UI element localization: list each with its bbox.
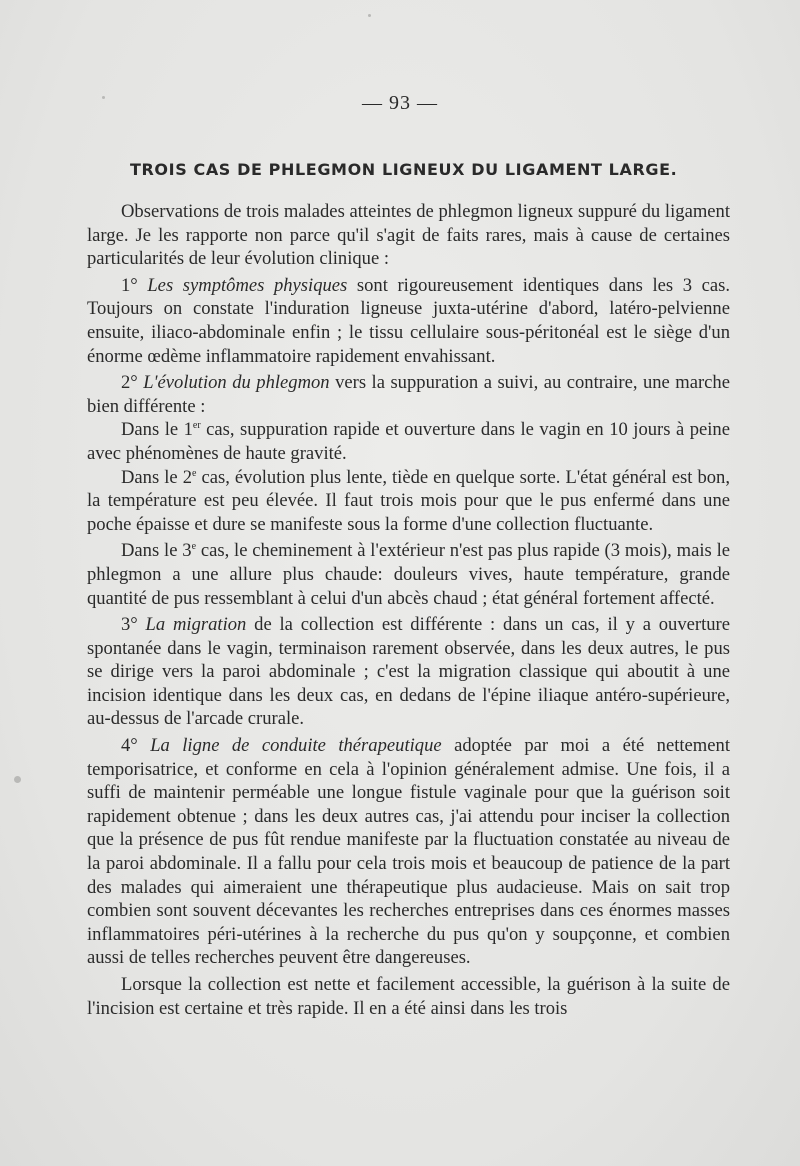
paragraph-text: de la collection est différente : dans un cas, il y a ouverture spontanée dans le vagin, terminaison rarement observée, dans les deux autres, le pus se dirige vers la paroi abdominale ; c'est la migration classique qui aboutit à une incision identique dans les deux cas, en dedans de l'épine iliaque antéro-supérieure, au-dessus de l'arcade crurale. (87, 614, 730, 730)
case-text-end: cas, le cheminement à l'extérieur n'est pas plus rapide (3 mois), mais le phlegmon a une allure plus chaude: douleurs vives, haute température, grande quantité de pus ressemblant à celui d'un abcès chaud ; état général fortement affecté. (87, 540, 730, 609)
case-text-start: Dans le 3 (121, 540, 192, 562)
document-body (87, 200, 730, 1020)
emphasis-text: La ligne de conduite thérapeutique (150, 735, 442, 757)
ordinal-suffix: e (192, 467, 197, 479)
item-number: 4° (121, 735, 138, 757)
case-text-end: cas, évolution plus lente, tiède en quelque sorte. L'état général est bon, la température est peu élevée. Il faut trois mois pour que le pus enfermé dans une poche épaisse et dure se manifeste sous la forme d'une collection fluctuante. (87, 466, 731, 535)
item-number: 2° (121, 372, 138, 394)
paragraph-migration (87, 613, 730, 731)
paragraph-case-1 (87, 418, 730, 465)
paragraph-case-3 (87, 539, 730, 610)
case-text-start: Dans le 1 (121, 419, 193, 441)
case-text-start: Dans le 2 (121, 466, 192, 488)
paragraph-conclusion: Lorsque la collection est nette et facilement accessible, la guérison à la suite de l'incision est certaine et très rapide. Il en a été ainsi dans les trois (87, 974, 730, 1019)
item-number: 3° (121, 614, 138, 636)
paragraph-evolution (87, 371, 730, 418)
paper-speck (368, 14, 371, 17)
emphasis-text: L'évolution du phlegmon (143, 372, 330, 394)
paragraph-case-2 (87, 466, 730, 537)
page-number: — 93 — (362, 92, 438, 114)
emphasis-text: La migration (145, 614, 247, 636)
paragraph-symptoms (87, 274, 730, 368)
ordinal-suffix: er (192, 420, 201, 432)
item-number: 1° (121, 274, 138, 296)
paragraph-text: adoptée par moi a été nettement temporisatrice, et conforme en cela à l'opinion généralement admise. Une fois, il a suffi de maintenir perméable une longue fistule vaginale pour que la guérison soit rapidement obtenue ; dans les deux autres cas, j'ai attendu pour inciser la collection que la présence de pus fût rendue manifeste par la fluctuation constatée au niveau de la paroi abdominale. Il a fallu pour cela trois mois et beaucoup de patience de la part des malades qui aimeraient une thérapeutique plus audacieuse. Mais on sait trop combien sont souvent décevantes les recherches entreprises dans ces énormes masses inflammatoires péri-utérines à la recherche du pus qu'on y soupçonne, et combien aussi de telles recherches peuvent être dangereuses. (87, 735, 730, 969)
paragraph-text: vers la suppuration a suivi, au contraire, une marche bien différente : (87, 372, 730, 417)
page-title: TROIS CAS DE PHLEGMON LIGNEUX DU LIGAMENT LARGE. (130, 160, 678, 179)
paper-speck (14, 776, 21, 783)
emphasis-text: Les symptômes physiques (147, 274, 348, 296)
paragraph-therapeutic (87, 734, 730, 970)
case-text-end: cas, suppuration rapide et ouverture dans le vagin en 10 jours à peine avec phénomènes de haute gravité. (87, 419, 730, 464)
paragraph-intro: Observations de trois malades atteintes de phlegmon ligneux suppuré du ligament large. Je les rapporte non parce qu'il s'agit de faits rares, mais à cause de certaines particularités de leur évolution clinique : (87, 201, 730, 270)
paragraph-text: sont rigoureusement identiques dans les 3 cas. Toujours on constate l'induration ligneuse juxta-utérine d'abord, latéro-pelvienne ensuite, iliaco-abdominale enfin ; le tissu cellulaire sous-péritonéal est le siège d'un énorme œdème inflammatoire rapidement envahissant. (87, 274, 730, 367)
ordinal-suffix: e (191, 541, 197, 553)
